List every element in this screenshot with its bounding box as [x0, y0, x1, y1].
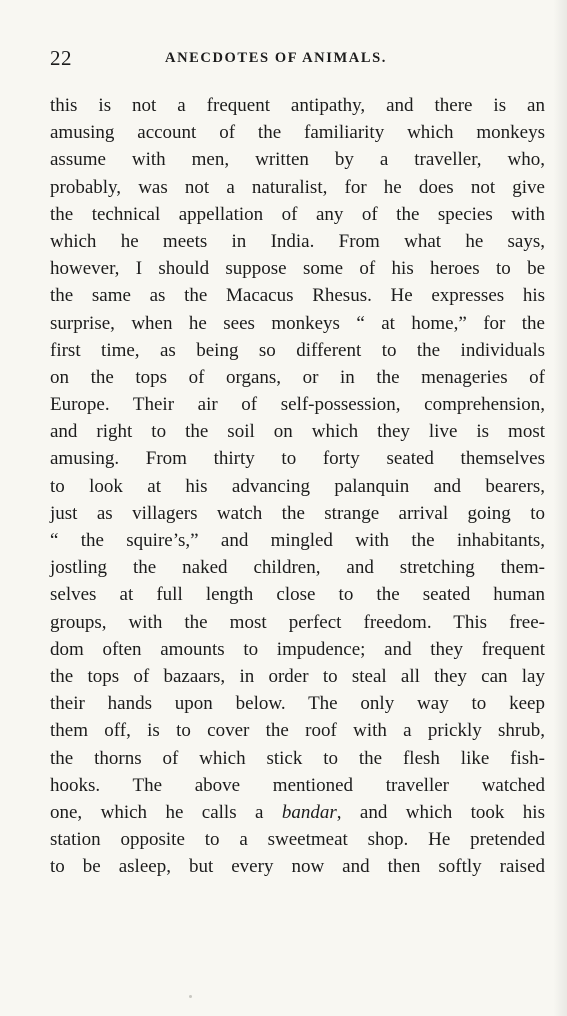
text-line: which he meets in India. From what he says,	[50, 230, 545, 252]
text-line: to be asleep, but every now and then softly raised	[50, 856, 545, 878]
text-line: amusing. From thirty to forty seated themselves	[50, 448, 545, 470]
text-line: selves at full length close to the seated human	[50, 584, 545, 606]
text-line: and right to the soil on which they live is most	[50, 421, 545, 443]
body-text	[50, 92, 545, 880]
page-header	[50, 46, 546, 74]
text-segment: , and which took his	[336, 801, 545, 823]
text-line: assume with men, written by a traveller, who,	[50, 149, 545, 171]
text-line: hooks. The above mentioned traveller watched	[50, 774, 545, 796]
running-head-title: ANECDOTES OF ANIMALS.	[165, 50, 387, 66]
text-line: this is not a frequent antipathy, and there is an	[50, 95, 545, 116]
text-line: on the tops of organs, or in the menageries of	[50, 366, 545, 388]
text-line: just as villagers watch the strange arrival going to	[50, 502, 545, 524]
italic-term: bandar	[281, 801, 337, 823]
text-line: however, I should suppose some of his heroes to be	[50, 258, 545, 280]
text-line: “ the squire’s,” and mingled with the inhabitants,	[50, 530, 545, 551]
text-line: probably, was not a naturalist, for he does not give	[50, 176, 545, 198]
text-line: surprise, when he sees monkeys “ at home,” for the	[50, 312, 545, 334]
text-line: them off, is to cover the roof with a prickly shrub,	[50, 720, 545, 742]
text-line: first time, as being so different to the individuals	[50, 339, 545, 361]
text-line: the tops of bazaars, in order to steal all they can lay	[50, 665, 545, 687]
text-line: the technical appellation of any of the species with	[50, 203, 545, 225]
text-line: the thorns of which stick to the flesh like fish-	[50, 747, 545, 769]
text-line: the same as the Macacus Rhesus. He expresses his	[50, 285, 545, 307]
text-line: amusing account of the familiarity which monkeys	[50, 122, 545, 144]
text-line-with-italic	[50, 799, 545, 826]
text-line: station opposite to a sweetmeat shop. He pretended	[50, 829, 545, 851]
text-line: jostling the naked children, and stretching them-	[50, 557, 545, 579]
text-line: their hands upon below. The only way to keep	[50, 693, 545, 715]
text-line: to look at his advancing palanquin and bearers,	[50, 475, 545, 497]
page-number: 22	[50, 46, 72, 70]
text-line: groups, with the most perfect freedom. This free-	[50, 611, 545, 633]
text-line: Europe. Their air of self-possession, comprehension,	[50, 394, 545, 416]
page-edge-shadow	[553, 0, 567, 1016]
print-speck	[189, 995, 192, 998]
text-line: dom often amounts to impudence; and they frequent	[50, 638, 545, 660]
text-segment: one, which he calls a	[50, 801, 282, 823]
